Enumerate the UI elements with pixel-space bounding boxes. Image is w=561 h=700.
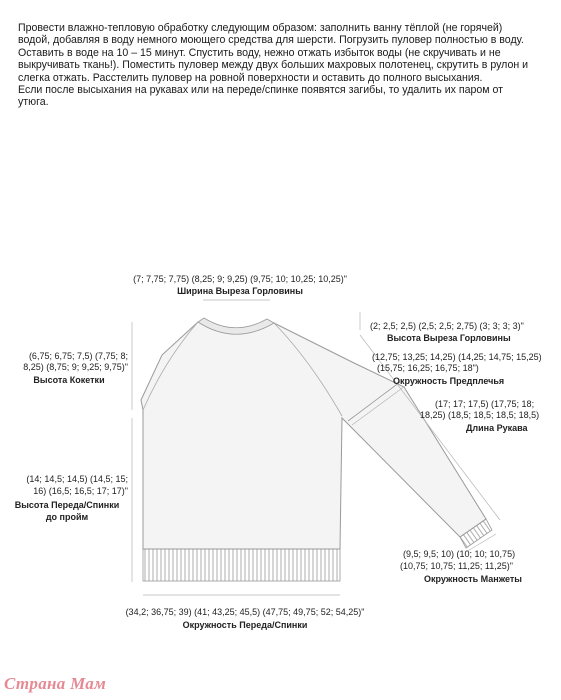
cuff-values-2: (10,75; 10,75; 11,25; 11,25)" xyxy=(400,561,513,571)
upper-arm-label: Окружность Предплечья xyxy=(393,376,505,386)
instruction-line: выкручивать ткань!). Поместить пуловер между двух больших махровых полотенец, скрутить в рулон и xyxy=(18,59,529,72)
neck-width-label: Ширина Выреза Горловины xyxy=(177,286,303,296)
upper-arm-values-2: (15,75; 16,25; 16,75; 18") xyxy=(377,363,479,373)
yoke-values-1: (6,75; 6,75; 7,5) (7,75; 8; xyxy=(28,351,128,361)
body-height-label-2: до пройм xyxy=(45,512,89,522)
body-circ-values: (34,2; 36,75; 39) (41; 43,25; 45,5) (47,75; 49,75; 52; 54,25)" xyxy=(125,607,365,617)
neckband-label: Высота Выреза Горловины xyxy=(387,333,511,343)
neck-width-values: (7; 7,75; 7,75) (8,25; 9; 9,25) (9,75; 10; 10,25; 10,25)" xyxy=(133,274,347,284)
body-height-values-1: (14; 14,5; 14,5) (14,5; 15; xyxy=(26,474,128,484)
cuff-label: Окружность Манжеты xyxy=(424,574,522,584)
body-height-label-1: Высота Переда/Спинки xyxy=(14,500,120,510)
instruction-line: Если после высыхания на рукавах или на переде/спинке появятся загибы, то удалить их паром от xyxy=(18,84,504,97)
instruction-line: Провести влажно-тепловую обработку следующим образом: заполнить ванну тёплой (не горячей) xyxy=(18,22,503,34)
sleeve-values-2: 18,25) (18,5; 18,5; 18,5; 18,5) xyxy=(420,410,540,420)
instruction-line: Оставить в воде на 10 – 15 минут. Спустить воду, нежно отжать избыток воды (не скручивать и не xyxy=(18,46,501,59)
cuff-values-1: (9,5; 9,5; 10) (10; 10; 10,75) xyxy=(403,549,516,559)
yoke-label: Высота Кокетки xyxy=(33,375,105,385)
instruction-line: слегка отжать. Расстелить пуловер на ровной поверхности и оставить до полного высыхания. xyxy=(18,71,483,84)
watermark-logo: Страна Мам xyxy=(4,674,107,693)
sleeve-values-1: (17; 17; 17,5) (17,75; 18; xyxy=(435,399,535,409)
yoke-values-2: 8,25) (8,75; 9; 9,25; 9,75)" xyxy=(23,362,128,372)
body-circ-label: Окружность Переда/Спинки xyxy=(182,620,308,630)
instruction-line: водой, добавляя в воду немного моющего средства для шерсти. Погрузить пуловер полностью в воду. xyxy=(18,34,524,47)
body-height-values-2: 16) (16,5; 16,5; 17; 17)" xyxy=(33,486,128,496)
neckband-values: (2; 2,5; 2,5) (2,5; 2,5; 2,75) (3; 3; 3; 3)" xyxy=(370,321,524,331)
sleeve-label: Длина Рукава xyxy=(466,423,528,433)
instruction-line: утюга. xyxy=(18,96,49,109)
bottom-ribbing xyxy=(143,549,340,581)
upper-arm-values-1: (12,75; 13,25; 14,25) (14,25; 14,75; 15,25) xyxy=(372,352,542,362)
